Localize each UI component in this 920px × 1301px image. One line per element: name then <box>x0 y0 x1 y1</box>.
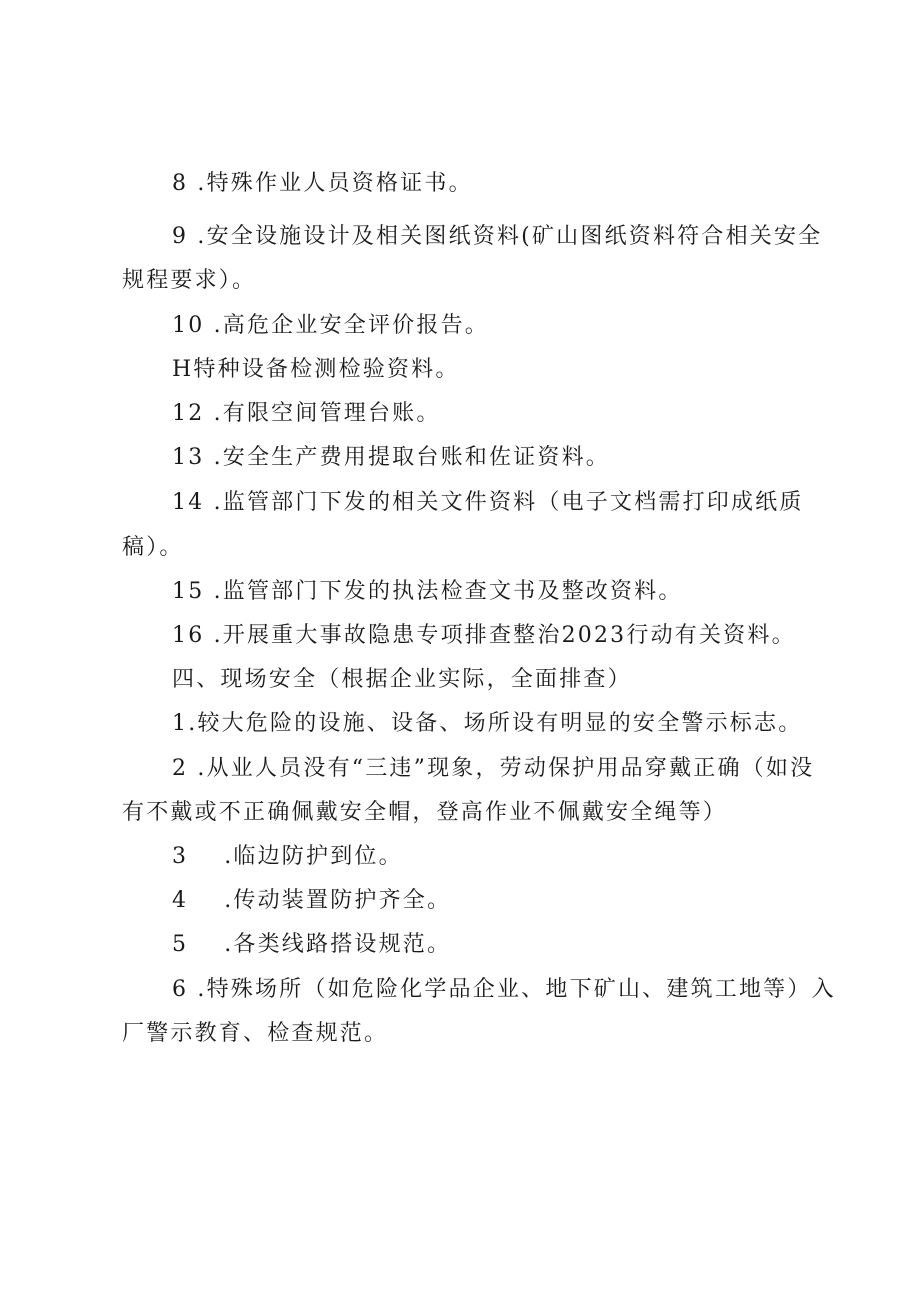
site-item-3 <box>172 842 403 872</box>
site-item-5 <box>172 930 451 960</box>
site-item-4-number: 4 <box>172 888 189 913</box>
item-10: 10 .高危企业安全评价报告。 <box>172 313 489 338</box>
site-item-2-line-1: 2 .从业人员没有“三违”现象，劳动保护用品穿戴正确（如没 <box>172 756 815 781</box>
item-13: 13 .安全生产费用提取台账和佐证资料。 <box>172 445 610 470</box>
site-item-5-text: .各类线路搭设规范。 <box>224 932 452 957</box>
site-item-6-line-2: 厂警示教育、检查规范。 <box>122 1021 389 1046</box>
site-item-4 <box>172 886 451 916</box>
item-15: 15 .监管部门下发的执法检查文书及整改资料。 <box>172 579 683 604</box>
site-item-6-line-1: 6 .特殊场所（如危险化学品企业、地下矿山、建筑工地等）入 <box>172 977 836 1002</box>
item-9-line-2: 规程要求）。 <box>122 268 257 293</box>
site-item-3-number: 3 <box>172 844 189 869</box>
item-16: 16 .开展重大事故隐患专项排查整治2023行动有关资料。 <box>172 623 796 648</box>
site-item-2-line-2: 有不戴或不正确佩戴安全帽，登高作业不佩戴安全绳等） <box>122 800 728 825</box>
item-12: 12 .有限空间管理台账。 <box>172 401 441 426</box>
item-9-line-1: 9 .安全设施设计及相关图纸资料(矿山图纸资料符合相关安全 <box>172 224 823 249</box>
item-8: 8 .特殊作业人员资格证书。 <box>172 171 473 196</box>
site-item-3-text: .临边防护到位。 <box>224 844 403 869</box>
section-heading-4: 四、现场安全（根据企业实际，全面排查） <box>172 667 632 692</box>
item-14-line-2: 稿）。 <box>122 535 184 560</box>
site-item-1: 1.较大危险的设施、设备、场所设有明显的安全警示标志。 <box>172 711 803 736</box>
site-item-5-number: 5 <box>172 932 189 957</box>
item-11: H特种设备检测检验资料。 <box>172 357 460 382</box>
site-item-4-text: .传动装置防护齐全。 <box>224 888 452 913</box>
item-14-line-1: 14 .监管部门下发的相关文件资料（电子文档需打印成纸质 <box>172 490 804 515</box>
